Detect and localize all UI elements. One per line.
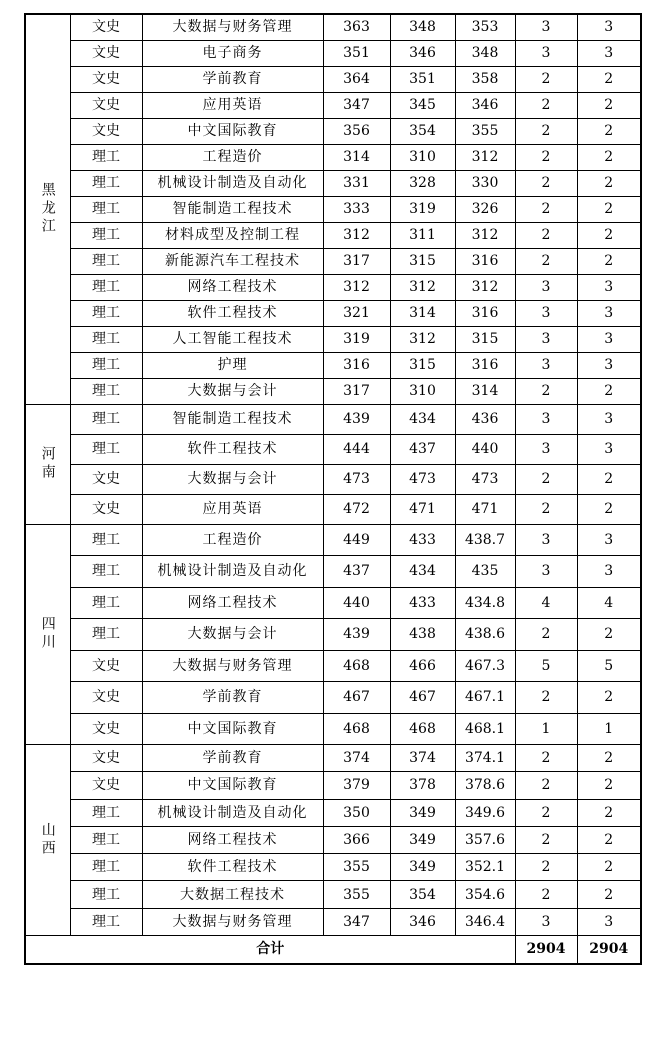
category-cell: 文史 (70, 745, 142, 772)
min-score-cell: 434 (390, 556, 455, 588)
major-cell: 人工智能工程技术 (142, 326, 323, 352)
min-score-cell: 348 (390, 14, 455, 40)
avg-score-cell: 352.1 (455, 854, 515, 881)
major-cell: 网络工程技术 (142, 826, 323, 853)
plan-count-cell: 3 (515, 326, 577, 352)
max-score-cell: 363 (323, 14, 390, 40)
enrolled-count-cell: 4 (577, 587, 641, 619)
avg-score-cell: 312 (455, 144, 515, 170)
max-score-cell: 355 (323, 881, 390, 908)
enrolled-count-cell: 1 (577, 713, 641, 745)
avg-score-cell: 378.6 (455, 772, 515, 799)
avg-score-cell: 353 (455, 14, 515, 40)
avg-score-cell: 434.8 (455, 587, 515, 619)
province-cell: 四川 (25, 524, 70, 745)
avg-score-cell: 467.3 (455, 650, 515, 682)
major-cell: 大数据与财务管理 (142, 908, 323, 935)
avg-score-cell: 467.1 (455, 682, 515, 714)
admission-score-table (24, 13, 642, 965)
enrolled-count-cell: 3 (577, 434, 641, 464)
major-cell: 护理 (142, 352, 323, 378)
plan-count-cell: 3 (515, 556, 577, 588)
total-enrolled-count: 2904 (577, 936, 641, 964)
table-row (25, 587, 641, 619)
max-score-cell: 472 (323, 494, 390, 524)
table-row (25, 326, 641, 352)
min-score-cell: 349 (390, 799, 455, 826)
plan-count-cell: 2 (515, 144, 577, 170)
min-score-cell: 315 (390, 352, 455, 378)
table-row (25, 826, 641, 853)
table-row (25, 248, 641, 274)
max-score-cell: 437 (323, 556, 390, 588)
table-row (25, 92, 641, 118)
plan-count-cell: 2 (515, 799, 577, 826)
plan-count-cell: 2 (515, 619, 577, 651)
min-score-cell: 471 (390, 494, 455, 524)
plan-count-cell: 3 (515, 908, 577, 935)
enrolled-count-cell: 2 (577, 464, 641, 494)
max-score-cell: 374 (323, 745, 390, 772)
min-score-cell: 433 (390, 524, 455, 556)
plan-count-cell: 3 (515, 274, 577, 300)
enrolled-count-cell: 3 (577, 14, 641, 40)
enrolled-count-cell: 2 (577, 378, 641, 404)
plan-count-cell: 2 (515, 826, 577, 853)
min-score-cell: 310 (390, 378, 455, 404)
province-cell: 山西 (25, 745, 70, 936)
plan-count-cell: 3 (515, 14, 577, 40)
max-score-cell: 314 (323, 144, 390, 170)
avg-score-cell: 440 (455, 434, 515, 464)
table-row (25, 378, 641, 404)
max-score-cell: 473 (323, 464, 390, 494)
category-cell: 理工 (70, 144, 142, 170)
major-cell: 学前教育 (142, 66, 323, 92)
plan-count-cell: 3 (515, 300, 577, 326)
table-body (25, 14, 641, 964)
category-cell: 理工 (70, 404, 142, 434)
avg-score-cell: 326 (455, 196, 515, 222)
table-row (25, 881, 641, 908)
province-cell: 河南 (25, 404, 70, 524)
enrolled-count-cell: 3 (577, 556, 641, 588)
table-row (25, 908, 641, 935)
avg-score-cell: 471 (455, 494, 515, 524)
max-score-cell: 439 (323, 619, 390, 651)
category-cell: 文史 (70, 494, 142, 524)
plan-count-cell: 2 (515, 494, 577, 524)
category-cell: 文史 (70, 713, 142, 745)
max-score-cell: 347 (323, 92, 390, 118)
enrolled-count-cell: 2 (577, 772, 641, 799)
avg-score-cell: 312 (455, 222, 515, 248)
enrolled-count-cell: 3 (577, 908, 641, 935)
max-score-cell: 439 (323, 404, 390, 434)
min-score-cell: 315 (390, 248, 455, 274)
min-score-cell: 345 (390, 92, 455, 118)
major-cell: 机械设计制造及自动化 (142, 556, 323, 588)
table-row (25, 745, 641, 772)
category-cell: 理工 (70, 854, 142, 881)
min-score-cell: 434 (390, 404, 455, 434)
enrolled-count-cell: 3 (577, 404, 641, 434)
avg-score-cell: 357.6 (455, 826, 515, 853)
max-score-cell: 444 (323, 434, 390, 464)
max-score-cell: 356 (323, 118, 390, 144)
category-cell: 理工 (70, 170, 142, 196)
plan-count-cell: 2 (515, 881, 577, 908)
total-label: 合计 (25, 936, 515, 964)
avg-score-cell: 316 (455, 248, 515, 274)
major-cell: 软件工程技术 (142, 434, 323, 464)
enrolled-count-cell: 2 (577, 881, 641, 908)
category-cell: 理工 (70, 248, 142, 274)
avg-score-cell: 468.1 (455, 713, 515, 745)
table-row (25, 464, 641, 494)
max-score-cell: 321 (323, 300, 390, 326)
max-score-cell: 355 (323, 854, 390, 881)
avg-score-cell: 316 (455, 300, 515, 326)
plan-count-cell: 2 (515, 745, 577, 772)
min-score-cell: 314 (390, 300, 455, 326)
major-cell: 机械设计制造及自动化 (142, 170, 323, 196)
min-score-cell: 312 (390, 326, 455, 352)
plan-count-cell: 5 (515, 650, 577, 682)
min-score-cell: 346 (390, 908, 455, 935)
min-score-cell: 437 (390, 434, 455, 464)
category-cell: 理工 (70, 826, 142, 853)
plan-count-cell: 2 (515, 682, 577, 714)
plan-count-cell: 2 (515, 66, 577, 92)
category-cell: 文史 (70, 772, 142, 799)
min-score-cell: 473 (390, 464, 455, 494)
major-cell: 新能源汽车工程技术 (142, 248, 323, 274)
table-row (25, 494, 641, 524)
category-cell: 理工 (70, 881, 142, 908)
major-cell: 软件工程技术 (142, 854, 323, 881)
min-score-cell: 378 (390, 772, 455, 799)
major-cell: 大数据工程技术 (142, 881, 323, 908)
plan-count-cell: 2 (515, 196, 577, 222)
min-score-cell: 328 (390, 170, 455, 196)
major-cell: 大数据与会计 (142, 378, 323, 404)
category-cell: 理工 (70, 587, 142, 619)
max-score-cell: 312 (323, 222, 390, 248)
plan-count-cell: 2 (515, 464, 577, 494)
table-row (25, 650, 641, 682)
major-cell: 智能制造工程技术 (142, 196, 323, 222)
major-cell: 电子商务 (142, 40, 323, 66)
table-row (25, 524, 641, 556)
category-cell: 文史 (70, 682, 142, 714)
enrolled-count-cell: 2 (577, 745, 641, 772)
category-cell: 理工 (70, 799, 142, 826)
avg-score-cell: 349.6 (455, 799, 515, 826)
category-cell: 理工 (70, 619, 142, 651)
max-score-cell: 351 (323, 40, 390, 66)
plan-count-cell: 1 (515, 713, 577, 745)
major-cell: 应用英语 (142, 92, 323, 118)
major-cell: 大数据与会计 (142, 619, 323, 651)
table-row (25, 434, 641, 464)
max-score-cell: 316 (323, 352, 390, 378)
table-row (25, 556, 641, 588)
plan-count-cell: 3 (515, 40, 577, 66)
enrolled-count-cell: 2 (577, 248, 641, 274)
total-plan-count: 2904 (515, 936, 577, 964)
major-cell: 工程造价 (142, 524, 323, 556)
min-score-cell: 312 (390, 274, 455, 300)
category-cell: 理工 (70, 434, 142, 464)
major-cell: 学前教育 (142, 682, 323, 714)
table-row (25, 118, 641, 144)
category-cell: 理工 (70, 352, 142, 378)
enrolled-count-cell: 2 (577, 170, 641, 196)
table-row (25, 196, 641, 222)
avg-score-cell: 330 (455, 170, 515, 196)
category-cell: 文史 (70, 92, 142, 118)
enrolled-count-cell: 2 (577, 144, 641, 170)
plan-count-cell: 3 (515, 524, 577, 556)
plan-count-cell: 2 (515, 118, 577, 144)
category-cell: 理工 (70, 524, 142, 556)
plan-count-cell: 4 (515, 587, 577, 619)
major-cell: 应用英语 (142, 494, 323, 524)
enrolled-count-cell: 3 (577, 274, 641, 300)
major-cell: 大数据与会计 (142, 464, 323, 494)
plan-count-cell: 2 (515, 378, 577, 404)
avg-score-cell: 346.4 (455, 908, 515, 935)
plan-count-cell: 3 (515, 434, 577, 464)
category-cell: 理工 (70, 908, 142, 935)
enrolled-count-cell: 3 (577, 352, 641, 378)
enrolled-count-cell: 2 (577, 66, 641, 92)
plan-count-cell: 2 (515, 222, 577, 248)
enrolled-count-cell: 2 (577, 196, 641, 222)
major-cell: 大数据与财务管理 (142, 14, 323, 40)
category-cell: 文史 (70, 40, 142, 66)
enrolled-count-cell: 2 (577, 92, 641, 118)
avg-score-cell: 358 (455, 66, 515, 92)
major-cell: 大数据与财务管理 (142, 650, 323, 682)
max-score-cell: 317 (323, 248, 390, 274)
avg-score-cell: 348 (455, 40, 515, 66)
min-score-cell: 354 (390, 881, 455, 908)
plan-count-cell: 2 (515, 854, 577, 881)
category-cell: 理工 (70, 556, 142, 588)
category-cell: 文史 (70, 66, 142, 92)
table-row (25, 144, 641, 170)
major-cell: 智能制造工程技术 (142, 404, 323, 434)
min-score-cell: 311 (390, 222, 455, 248)
enrolled-count-cell: 2 (577, 682, 641, 714)
max-score-cell: 333 (323, 196, 390, 222)
max-score-cell: 449 (323, 524, 390, 556)
avg-score-cell: 374.1 (455, 745, 515, 772)
max-score-cell: 317 (323, 378, 390, 404)
category-cell: 理工 (70, 274, 142, 300)
avg-score-cell: 314 (455, 378, 515, 404)
table-row (25, 404, 641, 434)
enrolled-count-cell: 5 (577, 650, 641, 682)
max-score-cell: 364 (323, 66, 390, 92)
category-cell: 文史 (70, 464, 142, 494)
min-score-cell: 438 (390, 619, 455, 651)
enrolled-count-cell: 3 (577, 524, 641, 556)
min-score-cell: 346 (390, 40, 455, 66)
max-score-cell: 467 (323, 682, 390, 714)
total-row (25, 936, 641, 964)
enrolled-count-cell: 2 (577, 799, 641, 826)
table-row (25, 222, 641, 248)
table-row (25, 14, 641, 40)
avg-score-cell: 436 (455, 404, 515, 434)
category-cell: 理工 (70, 300, 142, 326)
min-score-cell: 349 (390, 854, 455, 881)
min-score-cell: 467 (390, 682, 455, 714)
category-cell: 理工 (70, 196, 142, 222)
max-score-cell: 468 (323, 650, 390, 682)
table-row (25, 40, 641, 66)
enrolled-count-cell: 2 (577, 619, 641, 651)
major-cell: 学前教育 (142, 745, 323, 772)
avg-score-cell: 438.7 (455, 524, 515, 556)
table-row (25, 682, 641, 714)
min-score-cell: 433 (390, 587, 455, 619)
plan-count-cell: 2 (515, 248, 577, 274)
plan-count-cell: 2 (515, 92, 577, 118)
major-cell: 中文国际教育 (142, 118, 323, 144)
avg-score-cell: 346 (455, 92, 515, 118)
avg-score-cell: 438.6 (455, 619, 515, 651)
major-cell: 机械设计制造及自动化 (142, 799, 323, 826)
table-row (25, 854, 641, 881)
enrolled-count-cell: 2 (577, 222, 641, 248)
enrolled-count-cell: 2 (577, 826, 641, 853)
min-score-cell: 349 (390, 826, 455, 853)
avg-score-cell: 312 (455, 274, 515, 300)
plan-count-cell: 3 (515, 404, 577, 434)
category-cell: 文史 (70, 118, 142, 144)
min-score-cell: 351 (390, 66, 455, 92)
table-row (25, 799, 641, 826)
min-score-cell: 319 (390, 196, 455, 222)
table-row (25, 352, 641, 378)
max-score-cell: 319 (323, 326, 390, 352)
max-score-cell: 366 (323, 826, 390, 853)
plan-count-cell: 3 (515, 352, 577, 378)
max-score-cell: 468 (323, 713, 390, 745)
min-score-cell: 468 (390, 713, 455, 745)
major-cell: 网络工程技术 (142, 274, 323, 300)
category-cell: 文史 (70, 650, 142, 682)
table-row (25, 772, 641, 799)
enrolled-count-cell: 2 (577, 118, 641, 144)
category-cell: 文史 (70, 14, 142, 40)
table-row (25, 66, 641, 92)
enrolled-count-cell: 2 (577, 854, 641, 881)
category-cell: 理工 (70, 378, 142, 404)
plan-count-cell: 2 (515, 772, 577, 799)
avg-score-cell: 354.6 (455, 881, 515, 908)
major-cell: 中文国际教育 (142, 772, 323, 799)
avg-score-cell: 315 (455, 326, 515, 352)
major-cell: 材料成型及控制工程 (142, 222, 323, 248)
max-score-cell: 347 (323, 908, 390, 935)
min-score-cell: 310 (390, 144, 455, 170)
max-score-cell: 350 (323, 799, 390, 826)
table-row (25, 300, 641, 326)
table-row (25, 713, 641, 745)
plan-count-cell: 2 (515, 170, 577, 196)
avg-score-cell: 435 (455, 556, 515, 588)
min-score-cell: 374 (390, 745, 455, 772)
province-cell: 黑龙江 (25, 14, 70, 404)
avg-score-cell: 355 (455, 118, 515, 144)
enrolled-count-cell: 2 (577, 494, 641, 524)
table-row (25, 170, 641, 196)
max-score-cell: 331 (323, 170, 390, 196)
category-cell: 理工 (70, 222, 142, 248)
major-cell: 网络工程技术 (142, 587, 323, 619)
table-row (25, 274, 641, 300)
table-row (25, 619, 641, 651)
min-score-cell: 466 (390, 650, 455, 682)
avg-score-cell: 473 (455, 464, 515, 494)
max-score-cell: 312 (323, 274, 390, 300)
enrolled-count-cell: 3 (577, 300, 641, 326)
min-score-cell: 354 (390, 118, 455, 144)
max-score-cell: 440 (323, 587, 390, 619)
enrolled-count-cell: 3 (577, 40, 641, 66)
avg-score-cell: 316 (455, 352, 515, 378)
max-score-cell: 379 (323, 772, 390, 799)
major-cell: 中文国际教育 (142, 713, 323, 745)
category-cell: 理工 (70, 326, 142, 352)
enrolled-count-cell: 3 (577, 326, 641, 352)
major-cell: 软件工程技术 (142, 300, 323, 326)
major-cell: 工程造价 (142, 144, 323, 170)
